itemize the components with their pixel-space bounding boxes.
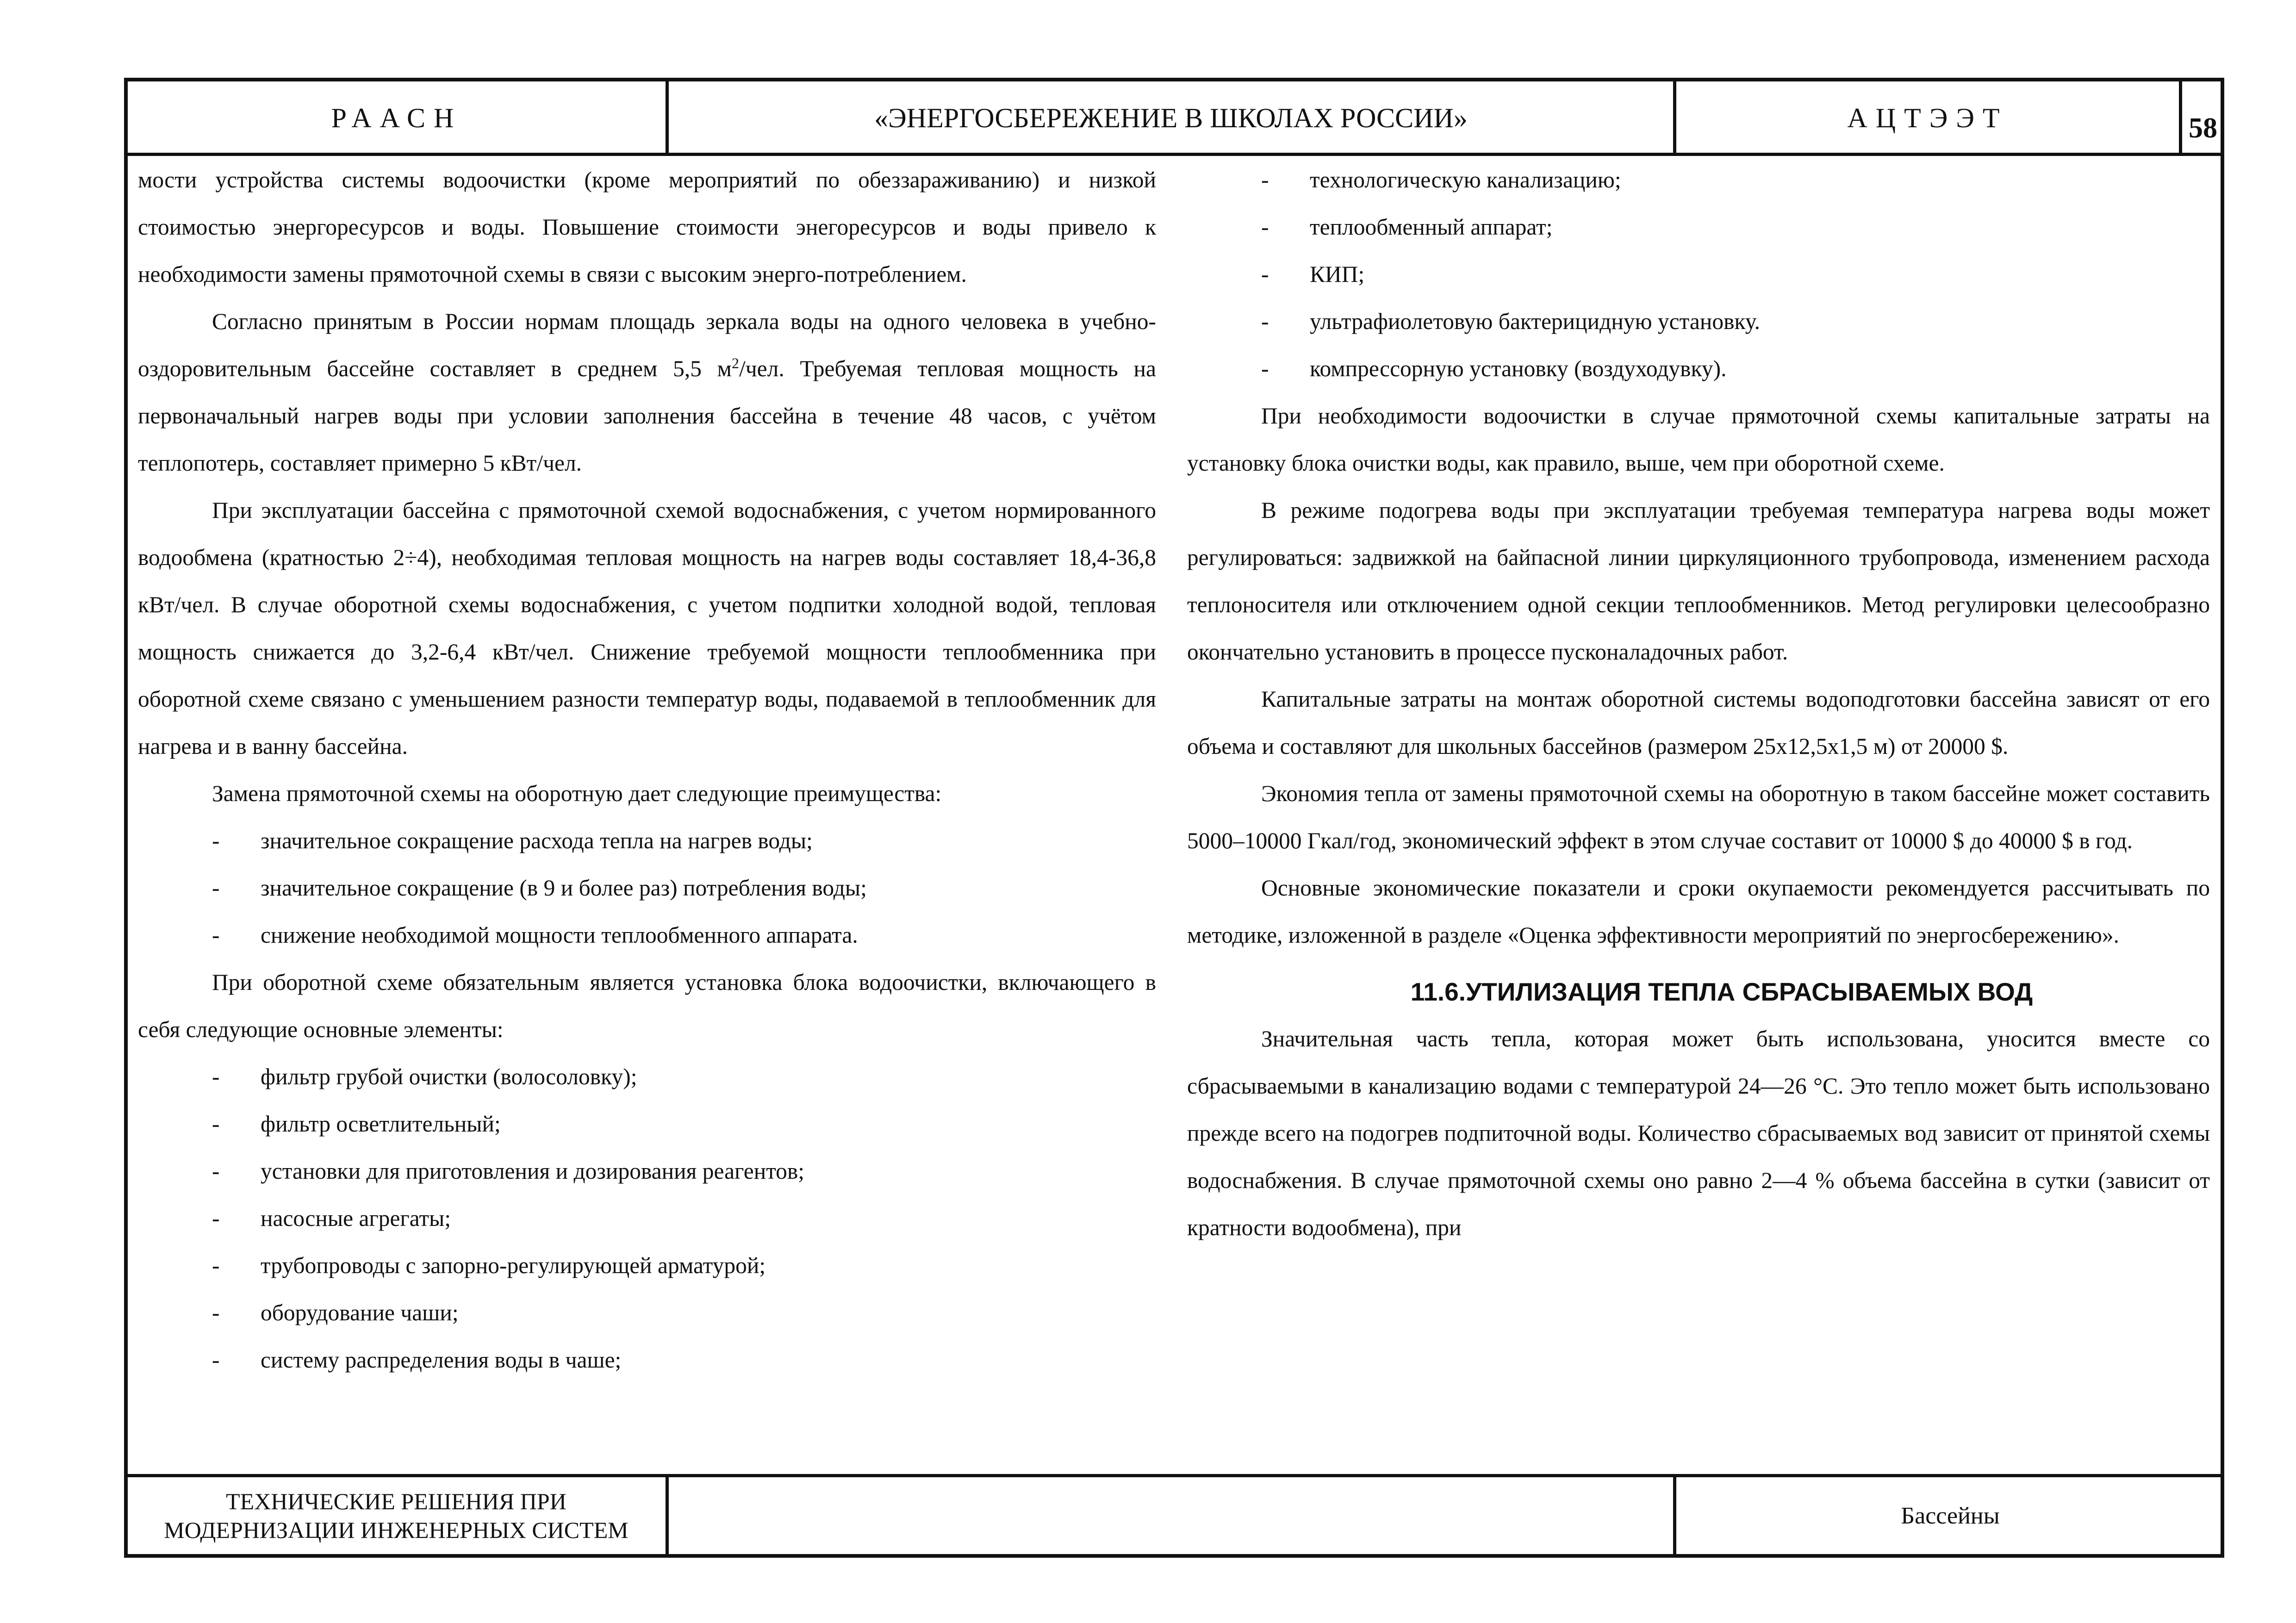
footer-sep-1 — [666, 1474, 669, 1558]
header-title: «ЭНЕРГОСБЕРЕЖЕНИЕ В ШКОЛАХ РОССИИ» — [874, 102, 1468, 133]
superscript-2: 2 — [732, 354, 740, 372]
right-paragraph-1: При необходимости водоочистки в случае прямоточной схемы капитальные затраты на установку блока очистки воды, как правило, выше, чем при оборотной схеме. — [1187, 403, 2210, 476]
header-sep-3 — [2179, 78, 2182, 155]
footer-left-line-1: ТЕХНИЧЕСКИЕ РЕШЕНИЯ ПРИ — [226, 1488, 566, 1514]
list-item: - фильтр грубой очистки (волосоловку); — [212, 1064, 637, 1089]
elements-list — [138, 1053, 1156, 1384]
list-item: - насосные агрегаты; — [212, 1206, 451, 1231]
footer-left-line-2: МОДЕРНИЗАЦИИ ИНЖЕНЕРНЫХ СИСТЕМ — [164, 1517, 628, 1543]
list-item: - значительное сокращение (в 9 и более раз) потребления воды; — [212, 875, 867, 901]
right-paragraph-4: Экономия тепла от замены прямоточной схемы на оборотную в таком бассейне может составить 5000–10000 Гкал/год, экономический эффект в этом случае составит от 10000 $ до 40000 $ в год. — [1187, 781, 2210, 853]
right-paragraph-5: Основные экономические показатели и сроки окупаемости рекомендуется рассчитывать по методике, изложенной в разделе «Оценка эффективности мероприятий по энергосбережению». — [1187, 875, 2210, 948]
footer-left — [128, 1476, 665, 1555]
list-item: - ультрафиолетовую бактерицидную установку. — [1261, 309, 1760, 334]
advantages-list — [138, 817, 1156, 959]
page-number: 58 — [2189, 112, 2217, 144]
list-item: - технологическую канализацию; — [1261, 167, 1621, 193]
list-item: - значительное сокращение расхода тепла на нагрев воды; — [212, 828, 813, 853]
left-paragraph-2-a: Согласно принятым в России нормам площадь зеркала воды на одного человека в учебно-оздоровительным бассейне составляет в среднем 5,5 м — [138, 309, 1156, 381]
list-item: - фильтр осветлительный; — [212, 1111, 501, 1137]
left-paragraph-4: Замена прямоточной схемы на оборотную дает следующие преимущества: — [212, 781, 942, 806]
header-org-right: АЦТЭЭТ — [1847, 102, 2008, 133]
left-paragraph-2 — [138, 298, 1156, 487]
list-item: - КИП; — [1261, 261, 1365, 287]
footer-sep-2 — [1673, 1474, 1676, 1558]
list-item: - установки для приготовления и дозирования реагентов; — [212, 1158, 805, 1184]
footer-section-name: Бассейны — [1901, 1502, 2000, 1529]
list-item: - трубопроводы с запорно-регулирующей арматурой; — [212, 1253, 766, 1278]
left-paragraph-5: При оборотной схеме обязательным является установка блока водоочистки, включающего в себя следующие основные элементы: — [138, 970, 1156, 1042]
right-paragraph-2: В режиме подогрева воды при эксплуатации требуемая температура нагрева воды может регулироваться: задвижкой на байпасной линии циркуляционного трубопровода, изменением расхода теплоносителя или отключением одной секции теплообменников. Метод регулировки целесообразно окончательно установить в процессе пусконаладочных работ. — [1187, 497, 2210, 665]
list-item: - оборудование чаши; — [212, 1300, 459, 1325]
left-paragraph-1: мости устройства системы водоочистки (кроме мероприятий по обеззараживанию) и низкой стоимостью энергоресурсов и воды. Повышение стоимости энегоресурсов и воды привело к необходимости замены прямоточной схемы в связи с высоким энерго-потреблением. — [138, 167, 1156, 287]
right-paragraph-6: Значительная часть тепла, которая может быть использована, уносится вместе со сбрасываемыми в канализацию водами с температурой 24—26 °С. Это тепло может быть использовано прежде всего на подогрев подпиточной воды. Количество сбрасываемых вод зависит от принятой схемы водоснабжения. В случае прямоточной схемы оно равно 2—4 % объема бассейна в сутки (зависит от кратности водообмена), при — [1187, 1026, 2210, 1240]
left-paragraph-3: При эксплуатации бассейна с прямоточной схемой водоснабжения, с учетом нормированного водообмена (кратностью 2÷4), необходимая тепловая мощность на нагрев воды составляет 18,4-36,8 кВт/чел. В случае оборотной схемы водоснабжения, с учетом подпитки холодной водой, тепловая мощность снижается до 3,2-6,4 кВт/чел. Снижение требуемой мощности теплообменника при оборотной схеме связано с уменьшением разности температур воды, подаваемой в теплообменник для нагрева и в ванну бассейна. — [138, 497, 1156, 759]
list-item: - систему распределения воды в чаше; — [212, 1347, 622, 1373]
right-paragraph-3: Капитальные затраты на монтаж оборотной системы водоподготовки бассейна зависят от его объема и составляют для школьных бассейнов (размером 25х12,5х1,5 м) от 20000 $. — [1187, 686, 2210, 759]
left-paragraph-2-b: /чел. Требуемая тепловая мощность на первоначальный нагрев воды при условии заполнения бассейна в течение 48 часов, с учётом теплопотерь, составляет примерно 5 кВт/чел. — [138, 356, 1156, 476]
right-column — [1187, 156, 2210, 1251]
list-item: - компрессорную установку (воздуходувку). — [1261, 356, 1727, 381]
left-column — [138, 156, 1156, 1384]
list-item: - снижение необходимой мощности теплообменного аппарата. — [212, 922, 858, 948]
elements-list-continued — [1187, 156, 2210, 392]
section-title: 11.6.УТИЛИЗАЦИЯ ТЕПЛА СБРАСЫВАЕМЫХ ВОД — [1410, 977, 2033, 1006]
header-org-left: РААСН — [331, 102, 462, 133]
list-item: - теплообменный аппарат; — [1261, 214, 1553, 240]
header-sep-1 — [666, 78, 669, 155]
header-sep-2 — [1673, 78, 1676, 155]
